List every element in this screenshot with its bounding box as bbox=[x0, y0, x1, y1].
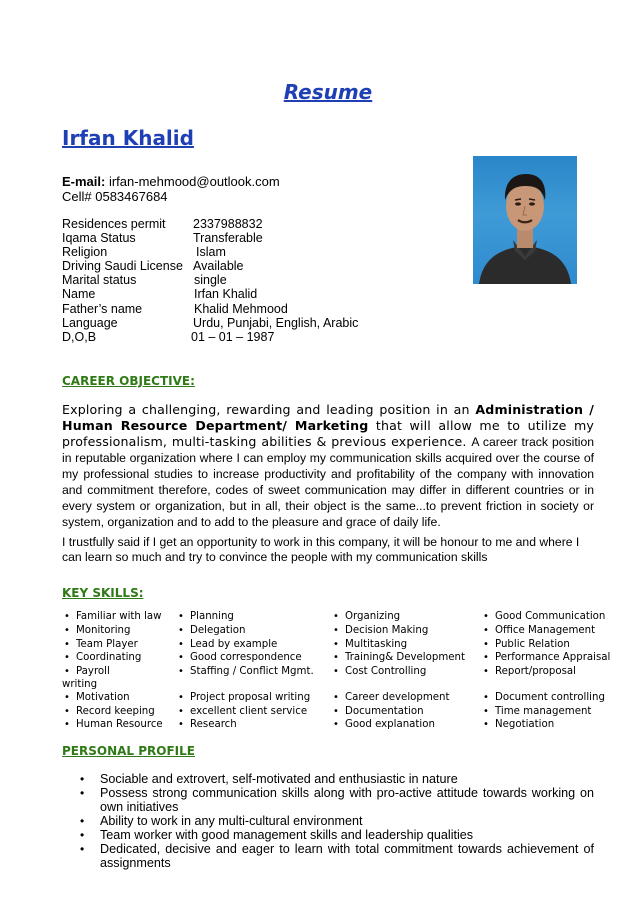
bullet-icon: • bbox=[483, 706, 489, 717]
skill-label: Cost Controlling bbox=[345, 666, 427, 677]
skill-item bbox=[333, 665, 426, 679]
cell-line: Cell# 0583467684 bbox=[62, 189, 168, 204]
bullet-icon: • bbox=[483, 625, 489, 636]
skill-item bbox=[483, 718, 554, 732]
skill-item bbox=[64, 705, 155, 719]
profile-item: • Ability to work in any multi-cultural environment bbox=[80, 814, 594, 828]
skill-item bbox=[64, 665, 110, 679]
info-value: 01 – 01 – 1987 bbox=[191, 330, 275, 344]
bullet-icon: • bbox=[64, 692, 70, 703]
info-label: Language bbox=[62, 316, 118, 330]
skill-item bbox=[483, 691, 605, 705]
career-objective-closing: I trustfully said if I get an opportunity to work in this company, it will be honour to me and where I can learn so much and try to convince the people with my communication skills bbox=[62, 535, 580, 564]
skill-label: Human Resource bbox=[76, 719, 163, 730]
skill-label: writing bbox=[62, 679, 98, 690]
objective-utilize: that will allow me to utilize my professionalism, multi-tasking abilities & previous experience. bbox=[62, 418, 594, 449]
profile-photo bbox=[473, 156, 577, 284]
skill-item bbox=[62, 678, 97, 692]
info-label: Iqama Status bbox=[62, 231, 136, 245]
skill-item bbox=[178, 718, 237, 732]
info-label: D,O,B bbox=[62, 330, 97, 344]
info-label: Driving Saudi License bbox=[62, 259, 183, 273]
skill-item bbox=[333, 691, 450, 705]
skill-label: Good correspondence bbox=[190, 652, 302, 663]
skill-label: Good explanation bbox=[345, 719, 435, 730]
skill-item bbox=[483, 665, 576, 679]
skill-label: Report/proposal bbox=[495, 666, 576, 677]
bullet-icon: • bbox=[64, 719, 70, 730]
bullet-icon: • bbox=[333, 692, 339, 703]
skill-label: Career development bbox=[345, 692, 450, 703]
skill-label: Motivation bbox=[76, 692, 130, 703]
bullet-icon: • bbox=[178, 706, 184, 717]
skill-item bbox=[333, 624, 428, 638]
skill-item bbox=[178, 691, 310, 705]
skill-item bbox=[64, 718, 163, 732]
bullet-icon: • bbox=[483, 639, 489, 650]
skill-label: Documentation bbox=[345, 706, 424, 717]
skill-item bbox=[178, 624, 245, 638]
bullet-icon: • bbox=[178, 639, 184, 650]
skill-item bbox=[333, 718, 435, 732]
bullet-icon: • bbox=[178, 625, 184, 636]
skill-item bbox=[483, 610, 605, 624]
profile-item: • Team worker with good management skills and leadership qualities bbox=[80, 828, 594, 842]
objective-intro: Exploring a challenging, rewarding and leading position in an bbox=[62, 402, 470, 417]
skill-label: Project proposal writing bbox=[190, 692, 311, 703]
profile-item: • Sociable and extrovert, self-motivated and enthusiastic in nature bbox=[80, 772, 594, 786]
bullet-icon: • bbox=[483, 611, 489, 622]
bullet-icon: • bbox=[483, 652, 489, 663]
info-value: single bbox=[194, 273, 227, 287]
profile-item: • Possess strong communication skills along with pro-active attitude towards working on own initiatives bbox=[80, 786, 594, 814]
bullet-icon: • bbox=[333, 639, 339, 650]
skill-item bbox=[64, 624, 130, 638]
profile-item: • Dedicated, decisive and eager to learn with total commitment towards achievement of assignments bbox=[80, 842, 594, 870]
email-label: E-mail: bbox=[62, 174, 106, 189]
bullet-icon: • bbox=[64, 611, 70, 622]
career-objective-heading: CAREER OBJECTIVE: bbox=[62, 374, 195, 388]
skill-label: Familiar with law bbox=[76, 611, 162, 622]
email-value: irfan-mehmood@outlook.com bbox=[108, 174, 280, 189]
personal-profile-list bbox=[80, 772, 594, 870]
skill-label: Delegation bbox=[190, 625, 246, 636]
document-title: Resume bbox=[283, 80, 373, 104]
bullet-icon: • bbox=[333, 666, 339, 677]
skill-item bbox=[178, 705, 307, 719]
skill-item bbox=[178, 651, 302, 665]
bullet-icon: • bbox=[178, 611, 184, 622]
skill-label: Payroll bbox=[76, 666, 110, 677]
skill-label: Organizing bbox=[345, 611, 401, 622]
info-label: Name bbox=[62, 287, 96, 301]
skill-item bbox=[64, 651, 141, 665]
skill-item bbox=[483, 638, 570, 652]
skill-label: Time management bbox=[495, 706, 592, 717]
skill-item bbox=[64, 638, 138, 652]
skill-item bbox=[333, 638, 407, 652]
skill-label: Team Player bbox=[76, 639, 138, 650]
skill-label: Research bbox=[190, 719, 237, 730]
skill-label: Monitoring bbox=[76, 625, 131, 636]
skill-label: Office Management bbox=[495, 625, 596, 636]
career-objective-paragraph bbox=[62, 402, 594, 530]
bullet-icon: • bbox=[333, 625, 339, 636]
portrait-illustration bbox=[473, 156, 577, 284]
skill-label: Public Relation bbox=[495, 639, 570, 650]
objective-departments: Administration / Human Resource Department/ Marketing bbox=[62, 402, 594, 433]
bullet-icon: • bbox=[178, 719, 184, 730]
skill-item bbox=[178, 610, 234, 624]
skill-item bbox=[64, 691, 130, 705]
bullet-icon: • bbox=[178, 692, 184, 703]
bullet-icon: • bbox=[483, 719, 489, 730]
info-value: Available bbox=[193, 259, 244, 273]
bullet-icon: • bbox=[333, 706, 339, 717]
objective-details: A career track position in reputable organization where I can employ my communication skills acquired over the course of my professional studies to increase productivity and profitability of the company with innovation and commitment therefore, codes of sweet communication may differ in different countries or in every system or organization, but in all, their object is the same...to prevent friction in society or system, organization and to add to the pleasure and grace of daily life. bbox=[62, 435, 595, 529]
bullet-icon: • bbox=[64, 652, 70, 663]
skill-label: Training& Development bbox=[345, 652, 465, 663]
info-label: Residences permit bbox=[62, 217, 166, 231]
info-value: Irfan Khalid bbox=[194, 287, 258, 301]
bullet-icon: • bbox=[178, 666, 184, 677]
skill-item bbox=[483, 651, 610, 665]
info-value: Urdu, Punjabi, English, Arabic bbox=[193, 316, 359, 330]
skill-label: Staffing / Conflict Mgmt. bbox=[190, 666, 314, 677]
skill-item bbox=[333, 651, 465, 665]
bullet-icon: • bbox=[333, 652, 339, 663]
email-line bbox=[62, 174, 280, 189]
skill-item bbox=[483, 624, 595, 638]
skill-item bbox=[483, 705, 591, 719]
bullet-icon: • bbox=[483, 666, 489, 677]
candidate-name: Irfan Khalid bbox=[62, 126, 194, 150]
skill-label: Good Communication bbox=[495, 611, 606, 622]
key-skills-heading: KEY SKILLS: bbox=[62, 586, 144, 600]
skill-label: Performance Appraisal bbox=[495, 652, 611, 663]
info-value: 2337988832 bbox=[193, 217, 263, 231]
bullet-icon: • bbox=[178, 652, 184, 663]
skill-label: Record keeping bbox=[76, 706, 155, 717]
skill-item bbox=[333, 705, 424, 719]
info-value: Islam bbox=[196, 245, 226, 259]
info-label: Father’s name bbox=[62, 302, 143, 316]
bullet-icon: • bbox=[64, 625, 70, 636]
bullet-icon: • bbox=[64, 639, 70, 650]
info-value: Khalid Mehmood bbox=[194, 302, 288, 316]
personal-profile-heading: PERSONAL PROFILE bbox=[62, 744, 195, 758]
bullet-icon: • bbox=[64, 706, 70, 717]
bullet-icon: • bbox=[333, 719, 339, 730]
info-label: Marital status bbox=[62, 273, 137, 287]
info-value: Transferable bbox=[193, 231, 263, 245]
skill-item bbox=[64, 610, 162, 624]
bullet-icon: • bbox=[483, 692, 489, 703]
skill-label: excellent client service bbox=[190, 706, 308, 717]
skill-label: Coordinating bbox=[76, 652, 142, 663]
info-label: Religion bbox=[62, 245, 108, 259]
skill-item bbox=[333, 610, 400, 624]
skill-label: Multitasking bbox=[345, 639, 408, 650]
bullet-icon: • bbox=[64, 666, 70, 677]
bullet-icon: • bbox=[333, 611, 339, 622]
skill-label: Planning bbox=[190, 611, 234, 622]
skill-label: Document controlling bbox=[495, 692, 605, 703]
skill-label: Lead by example bbox=[190, 639, 278, 650]
skill-item bbox=[178, 665, 314, 679]
skill-label: Decision Making bbox=[345, 625, 429, 636]
skill-label: Negotiation bbox=[495, 719, 555, 730]
skill-item bbox=[178, 638, 277, 652]
